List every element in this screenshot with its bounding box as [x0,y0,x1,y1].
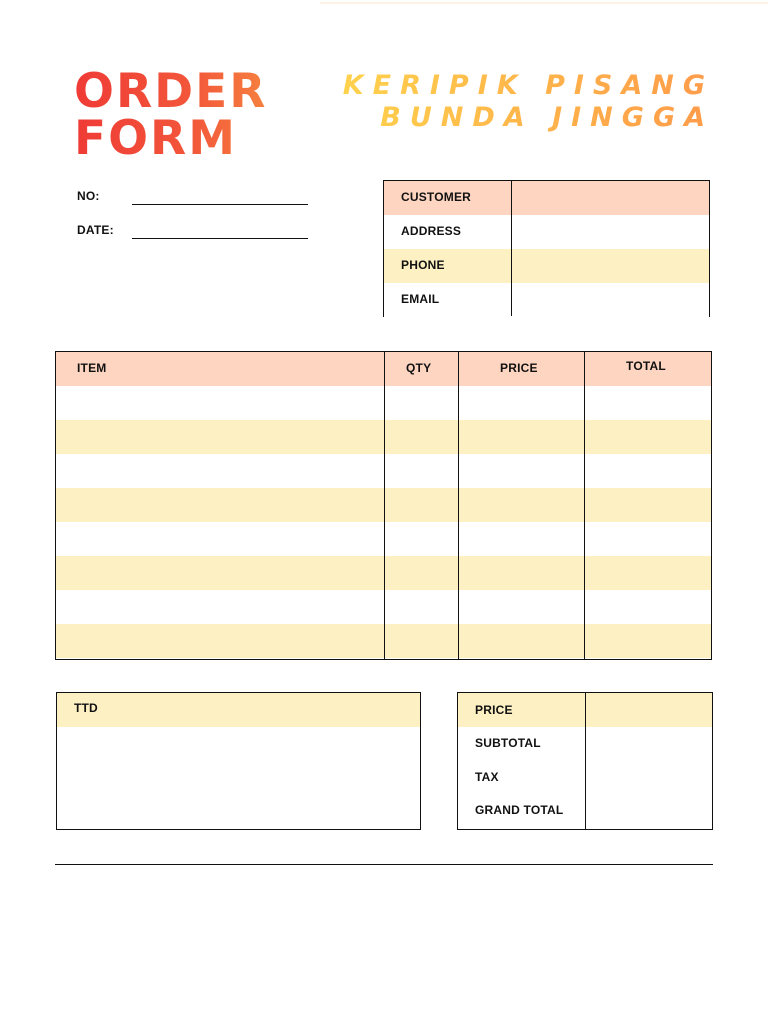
brand-line-1: KERIPIK PISANG [342,70,714,101]
phone-row[interactable] [384,249,709,283]
tax-label: TAX [475,770,499,784]
top-decor-line [320,2,768,4]
column-divider [384,352,385,659]
phone-label: PHONE [401,258,445,272]
customer-row[interactable] [384,181,709,215]
bottom-rule [55,864,713,865]
total-column-header: TOTAL [626,359,666,373]
order-date-field[interactable] [132,238,308,239]
price-column-header: PRICE [500,361,538,375]
email-label: EMAIL [401,292,440,306]
subtotal-label: SUBTOTAL [475,736,541,750]
column-divider [458,352,459,659]
order-date-label: DATE: [77,223,114,237]
customer-label: CUSTOMER [401,190,472,204]
title-line-1: ORDER [74,64,268,119]
column-divider [584,352,585,659]
customer-table [383,180,710,317]
address-row[interactable] [384,215,709,249]
order-number-label: NO: [77,189,100,203]
brand-line-2: BUNDA JINGGA [380,102,714,133]
qty-column-header: QTY [406,361,432,375]
customer-divider [511,181,512,316]
email-row[interactable] [384,283,709,317]
totals-divider [585,693,586,829]
page-title [74,64,268,166]
items-table [55,351,712,660]
brand-name [343,70,714,134]
signature-label: TTD [74,701,98,715]
signature-box[interactable] [56,692,421,830]
signature-header [57,693,420,727]
grand-total-label: GRAND TOTAL [475,803,564,817]
item-column-header: ITEM [77,361,107,375]
price-total-label: PRICE [475,703,513,717]
order-number-field[interactable] [132,204,308,205]
totals-table [457,692,713,830]
title-line-2: FORM [74,111,238,166]
address-label: ADDRESS [401,224,462,238]
